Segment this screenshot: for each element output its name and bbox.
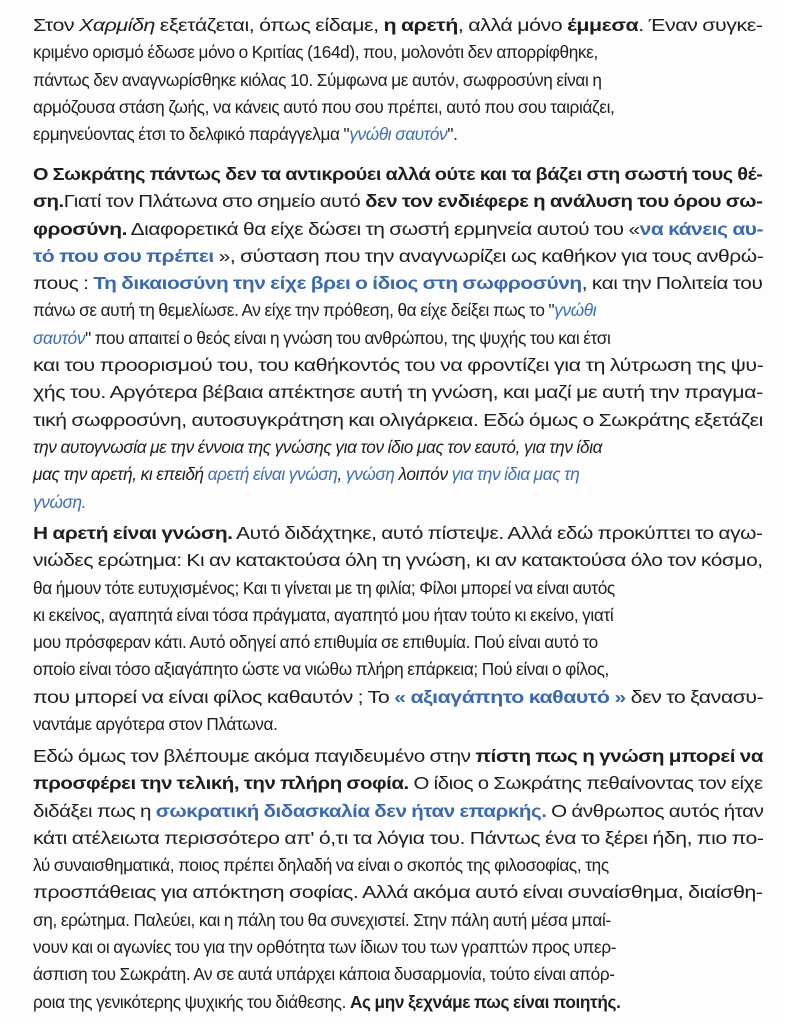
text-line bbox=[33, 39, 763, 66]
text-run: ερμηνεύοντας έτσι το δελφικό παράγγελμα " bbox=[33, 124, 350, 145]
text-line bbox=[33, 12, 785, 39]
text-line bbox=[33, 489, 763, 516]
italic-text: λοιπόν bbox=[394, 464, 452, 485]
text-run: κάτι ατέλειωτα περισσότερο απ' ό,τι τα λόγια του. Πάντως ένα το ξέρει ήδη, πιο πο- bbox=[33, 827, 764, 848]
text-run: Γιατί τον Πλάτωνα στο σημείο αυτό bbox=[63, 191, 366, 212]
bold-text: φροσύνη. bbox=[33, 218, 127, 239]
bold-text: Η αρετή είναι γνώση. bbox=[33, 523, 233, 543]
text-line bbox=[33, 407, 785, 434]
text-line bbox=[33, 656, 763, 683]
text-line bbox=[33, 961, 763, 988]
text-run: τική σωφροσύνη, αυτοσυγκράτηση και ολιγάρκεια. Εδώ όμως ο Σωκράτης εξετάζει bbox=[33, 409, 763, 430]
text-line bbox=[33, 711, 763, 738]
paragraph-charmides bbox=[33, 12, 763, 148]
text-line bbox=[33, 934, 763, 961]
bold-text: Ας μην ξεχνάμε πως είναι ποιητής. bbox=[349, 991, 621, 1012]
text-run: νιώδες ερώτημα: Κι αν κατακτούσα όλη τη γνώση, κι αν κατακτούσα όλο τον κόσμο, bbox=[33, 550, 763, 571]
text-run: θα ήμουν τότε ευτυχισμένος; Και τι γίνεται με τη φιλία; Φίλοι μπορεί να είναι αυτός bbox=[33, 577, 615, 598]
text-line bbox=[33, 602, 763, 629]
text-line bbox=[33, 434, 763, 461]
text-line bbox=[33, 67, 763, 94]
italic-text: την αυτογνωσία με την έννοια της γνώσης για τον ίδιο μας τον εαυτό, για την ίδια bbox=[33, 436, 603, 457]
text-run: άσπιση του Σωκράτη. Αν σε αυτά υπάρχει κάποια δυσαρμονία, τούτο είναι απόρ- bbox=[33, 964, 615, 985]
text-line bbox=[33, 270, 785, 297]
text-run: Εδώ όμως τον βλέπουμε ακόμα παγιδευμένο στην bbox=[33, 746, 476, 766]
text-run: ροια της γενικότερης ψυχικής του διάθεσης. bbox=[33, 991, 350, 1012]
text-run: δεν το ξανασυ- bbox=[625, 686, 764, 707]
text-line bbox=[33, 243, 785, 270]
text-run: οποίο είναι τόσο αξιαγάπητο ώστε να νιώθω πλήρη επάρκεια; Πού είναι ο φίλος, bbox=[33, 659, 609, 680]
bold-text: έμμεσα bbox=[567, 15, 639, 35]
text-run: Ο ίδιος ο Σωκράτης πεθαίνοντας τον είχε bbox=[408, 773, 763, 794]
highlighted-text: τό που σου πρέπει bbox=[33, 245, 214, 266]
text-run: που μπορεί να είναι φίλος καθαυτόν ; Το bbox=[33, 686, 395, 707]
text-run: ση, ερώτημα. Παλεύει, και η πάλη του θα συνεχιστεί. Στην πάλη αυτή μέσα μπαί- bbox=[33, 909, 611, 930]
text-line bbox=[33, 188, 785, 215]
bold-text: προσφέρει την τελική, την πλήρη σοφία. bbox=[33, 773, 409, 794]
text-line bbox=[33, 520, 785, 547]
text-run: Ο άνθρωπος αυτός ήταν bbox=[546, 800, 764, 821]
highlighted-text: Τη δικαιοσύνη την είχε βρει ο ίδιος στη σωφροσύνη bbox=[93, 273, 582, 294]
highlighted-text: να κάνεις αυ- bbox=[639, 218, 764, 239]
text-run: », σύσταση που την αναγνωρίζει ως καθήκον για τους ανθρώ- bbox=[213, 245, 764, 266]
paragraph-socrates-sophrosyne bbox=[33, 161, 763, 516]
text-run: νουν και οι αγωνίες του για την ορθότητα των ίδιων του των γραπτών προς υπερ- bbox=[33, 937, 617, 958]
text-run: και του προορισμού του, του καθήκοντός του να φροντίζει για τη λύτρωση της ψυ- bbox=[33, 355, 764, 376]
text-line bbox=[33, 743, 785, 770]
bold-text: ση. bbox=[33, 191, 64, 212]
text-line bbox=[33, 798, 785, 825]
text-run: " που απαιτεί ο θεός είναι η γνώση του ανθρώπου, της ψυχής του και έτσι bbox=[85, 327, 611, 348]
text-line bbox=[33, 352, 785, 379]
text-run: Αυτό διδάχτηκε, αυτό πίστεψε. Αλλά εδώ προκύπτει το αγω- bbox=[232, 523, 763, 543]
text-run: , αλλά μόνο bbox=[457, 15, 568, 35]
text-line bbox=[33, 907, 763, 934]
text-run: ". bbox=[447, 124, 458, 145]
bold-text: δεν τον ενδιέφερε η ανάλυση του όρου σω- bbox=[365, 191, 763, 212]
text-run: , και την Πολιτεία του bbox=[581, 273, 763, 294]
text-run: . Έναν συγκε- bbox=[638, 15, 763, 35]
text-line bbox=[33, 461, 763, 488]
text-line bbox=[33, 989, 763, 1016]
highlighted-text: για την ίδια μας τη bbox=[451, 464, 580, 485]
text-line bbox=[33, 216, 785, 243]
italic-text: , bbox=[337, 464, 346, 485]
text-run: χής του. Αργότερα βέβαια απέκτησε αυτή τη γνώση, και μαζί με αυτή την πραγμα- bbox=[33, 382, 763, 403]
text-run: Διαφορετικά θα είχε δώσει τη σωστή ερμηνεία αυτού του « bbox=[126, 218, 640, 239]
text-run: πάντως δεν αναγνωρίσθηκε κιόλας 10. Σύμφωνα με αυτόν, σωφροσύνη είναι η bbox=[33, 69, 602, 90]
text-run: πάνω σε αυτή τη θεμελίωσε. Αν είχε την πρόθεση, θα είχε δείξει πως το " bbox=[33, 300, 555, 321]
text-run: λύ συναισθηματικά, ποιος πρέπει δηλαδή να είναι ο σκοπός της φιλοσοφίας, της bbox=[33, 855, 609, 876]
text-run: προσπάθειας για απόκτηση σοφίας. Αλλά ακόμα αυτό είναι συναίσθημα, διαίσθη- bbox=[33, 882, 763, 903]
text-line bbox=[33, 379, 785, 406]
italic-text: μας την αρετή, κι επειδή bbox=[33, 464, 208, 485]
text-run: πους : bbox=[33, 273, 94, 294]
text-line bbox=[33, 629, 763, 656]
text-line bbox=[33, 575, 763, 602]
text-run: κριμένο ορισμό έδωσε μόνο ο Κριτίας (164d), που, μολονότι δεν απορρίφθηκε, bbox=[33, 42, 598, 63]
highlighted-text: αρετή είναι γνώση bbox=[207, 464, 338, 485]
text-run: εξετάζεται, όπως είδαμε, bbox=[154, 15, 384, 35]
highlighted-text: « αξιαγάπητο καθαυτό » bbox=[394, 686, 626, 707]
text-line bbox=[33, 121, 763, 148]
paragraph-poet-conclusion bbox=[33, 743, 763, 1016]
text-line bbox=[33, 879, 785, 906]
bold-text: Ο Σωκράτης πάντως δεν τα αντικρούει αλλά ούτε και τα βάζει στη σωστή τους θέ- bbox=[33, 164, 763, 184]
text-line bbox=[33, 770, 785, 797]
text-line bbox=[33, 325, 763, 352]
highlighted-text: σωκρατική διδασκαλία δεν ήταν επαρκής. bbox=[155, 800, 547, 821]
text-line bbox=[33, 161, 785, 188]
text-run: μου πρόσφεραν κάτι. Αυτό οδηγεί από επιθυμία σε επιθυμία. Πού είναι αυτό το bbox=[33, 632, 598, 653]
paragraph-virtue-is-knowledge bbox=[33, 520, 763, 738]
bold-text: πίστη πως η γνώση μπορεί να bbox=[475, 746, 764, 766]
highlighted-text: γνώθι σαυτόν bbox=[349, 124, 448, 145]
highlighted-text: γνώση. bbox=[33, 491, 87, 512]
bold-text: η αρετή bbox=[383, 15, 458, 35]
text-line bbox=[33, 547, 785, 574]
italic-text: Χαρμίδη bbox=[79, 15, 155, 35]
text-run: διδάξει πως η bbox=[33, 800, 156, 821]
text-line bbox=[33, 94, 763, 121]
highlighted-text: γνώση bbox=[345, 464, 395, 485]
text-line bbox=[33, 297, 763, 324]
text-line bbox=[33, 684, 785, 711]
text-run: κι εκείνος, αγαπητά είναι τόσα πράγματα, αγαπητό μου ήταν τούτο κι εκείνο, γιατί bbox=[33, 604, 614, 625]
text-run: αρμόζουσα στάση ζωής, να κάνεις αυτό που σου πρέπει, αυτό που σου ταιριάζει, bbox=[33, 96, 615, 117]
text-run: Στον bbox=[33, 15, 80, 35]
highlighted-text: σαυτόν bbox=[33, 327, 86, 348]
text-line bbox=[33, 852, 763, 879]
text-line bbox=[33, 825, 785, 852]
highlighted-text: γνώθι bbox=[554, 300, 597, 321]
text-run: ναντάμε αργότερα στον Πλάτωνα. bbox=[33, 714, 278, 735]
